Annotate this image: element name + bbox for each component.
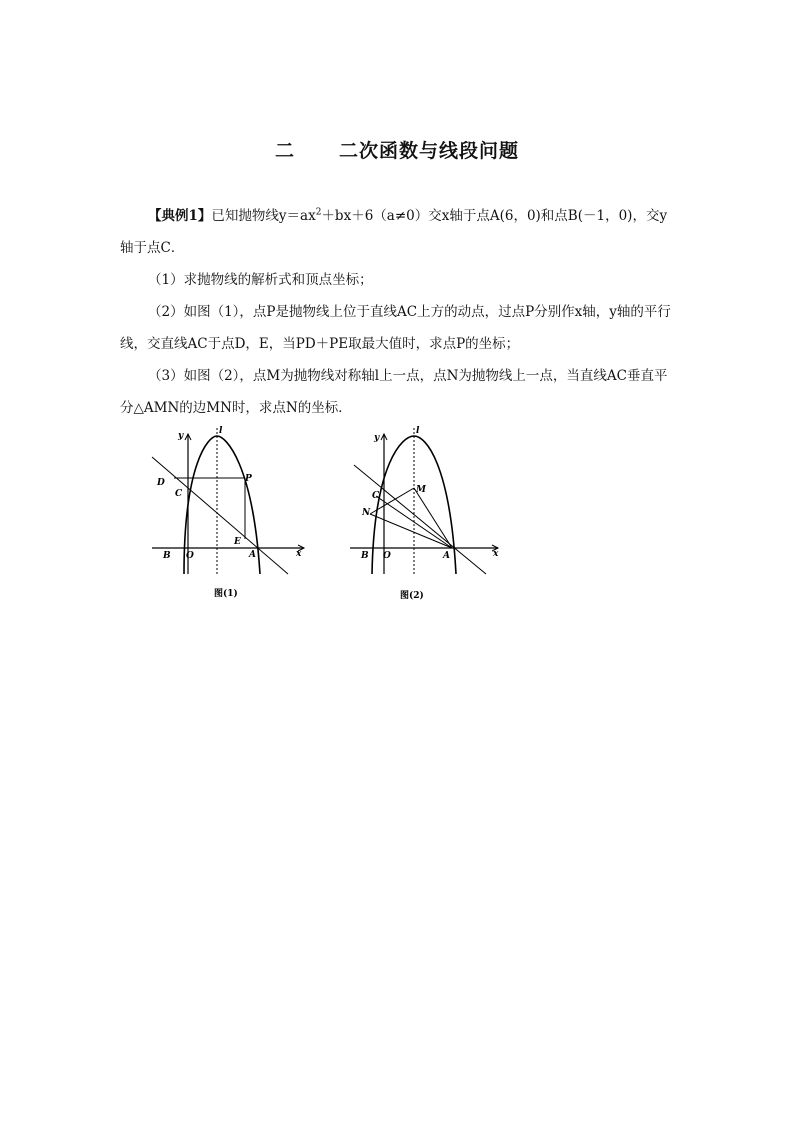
segment-an: [370, 514, 452, 548]
label-a: A: [249, 550, 256, 560]
label-d: D: [157, 478, 165, 488]
example-intro-a: 已知抛物线y＝ax: [211, 208, 316, 224]
label-c: C: [175, 489, 183, 499]
label-p: P: [245, 474, 252, 484]
section-title-text: 二次函数与线段问题: [339, 140, 520, 162]
label-y: y: [178, 431, 184, 441]
label-c: C: [372, 491, 380, 501]
label-a: A: [443, 551, 450, 561]
section-number: 二: [274, 140, 295, 162]
label-y: y: [374, 433, 380, 443]
figure-2-caption: 图(2): [400, 591, 424, 601]
line-ac: [152, 457, 288, 574]
section-title: [0, 136, 794, 163]
label-b: B: [163, 551, 171, 561]
label-l: l: [219, 426, 223, 436]
label-o: O: [186, 551, 194, 561]
figure-1-caption: 图(1): [214, 589, 238, 599]
label-n: N: [362, 508, 371, 518]
figure-1-diagram: [148, 424, 308, 604]
label-m: M: [416, 485, 426, 495]
label-x: x: [296, 549, 302, 559]
example-intro-b: ＋bx＋6（a≠0）交x轴于点A(6，0)和点B(－1，0)，交y轴于点C．: [120, 208, 668, 256]
figure-2: [346, 424, 506, 608]
label-o: O: [383, 551, 391, 561]
figure-1: [148, 424, 308, 608]
label-e: E: [234, 537, 241, 547]
example-tag: 【典例1】: [148, 208, 212, 224]
question-2: （2）如图（1），点P是抛物线上位于直线AC上方的动点，过点P分别作x轴，y轴的平行线，交直线AC于点D，E，当PD＋PE取最大值时，求点P的坐标；: [120, 304, 671, 352]
label-l: l: [416, 426, 420, 436]
label-x: x: [493, 549, 499, 559]
example-statement: [120, 200, 680, 264]
line-ac: [354, 465, 486, 574]
exponent: 2: [315, 207, 322, 218]
figure-2-diagram: [346, 424, 506, 604]
question-1: （1）求抛物线的解析式和顶点坐标；: [148, 272, 373, 288]
question-3: （3）如图（2），点M为抛物线对称轴l上一点，点N为抛物线上一点，当直线AC垂直平分△AMN的边MN时，求点N的坐标．: [120, 368, 668, 416]
label-b: B: [361, 551, 369, 561]
